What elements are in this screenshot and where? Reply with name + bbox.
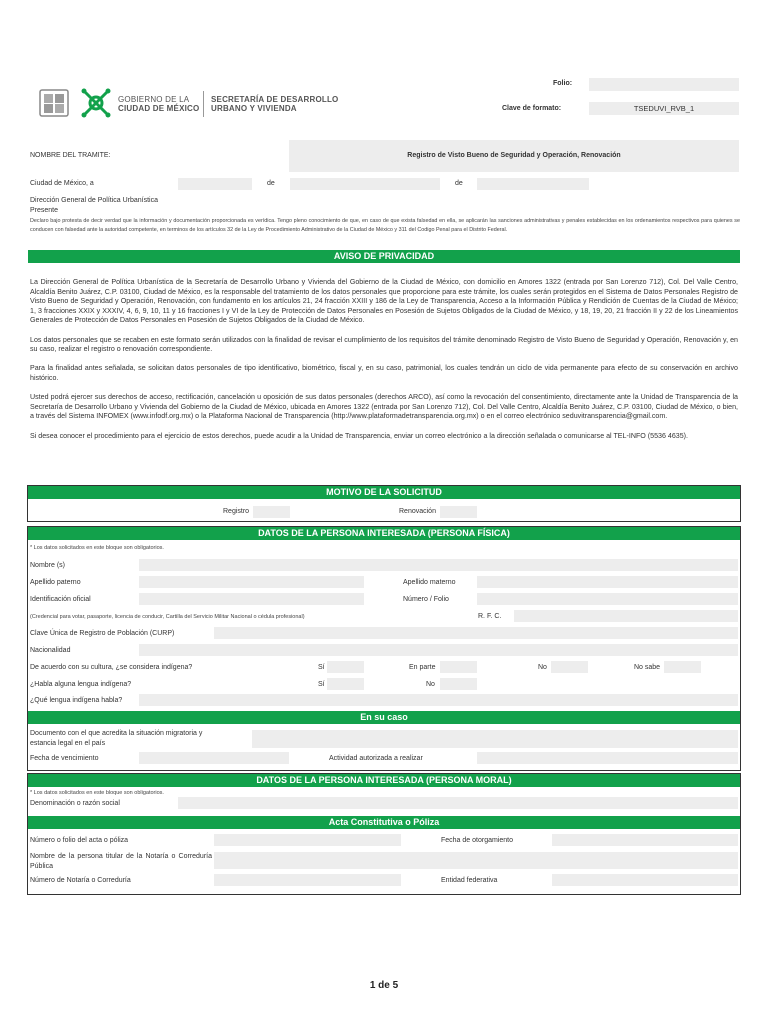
ap-materno-label: Apellido materno <box>403 579 456 586</box>
actividad-field[interactable] <box>477 752 738 764</box>
direccion-line1: Dirección General de Política Urbanística <box>30 197 159 204</box>
habla-no-checkbox[interactable] <box>440 678 477 690</box>
secretaria-name <box>211 95 338 113</box>
sec-line1: SECRETARÍA DE DESARROLLO <box>211 95 339 104</box>
aviso-p4: Usted podrá ejercer sus derechos de acceso, rectificación, cancelación u oposición de sus datos personales (derechos ARCO), así como la revocación del consentimiento, directamente ante la Unidad de Transparencia de la Secretaría de Desarrollo Urbano y Vivienda del Gobierno de la Ciudad de México, ubicada en Amores 1322 (entrada por San Lorenzo 712), Col. Del Valle Centro, Alcaldía Benito Juárez, C.P. 03100, Ciudad de México, o bien, a través del Sistema INFOMEX (www.infodf.org.mx) o la Plataforma Nacional de Transparencia (http://www.plataformadetransparencia.org.mx) o en el correo electrónico seduvitransparencia@gmail.com. <box>30 393 738 421</box>
habla-no-label: No <box>426 681 435 688</box>
indigena-enparte-label: En parte <box>409 664 436 671</box>
ap-paterno-label: Apellido paterno <box>30 579 81 586</box>
documento-field[interactable] <box>252 730 738 748</box>
aviso-p5: Si desea conocer el procedimiento para el ejercicio de estos derechos, puede acudir a la Unidad de Transparencia, enviar un correo electrónico a la dirección señalada o comunicarse al TEL-INFO (5536 4635). <box>30 431 688 440</box>
renovacion-label: Renovación <box>399 508 436 515</box>
fisica-note: * Los datos solicitados en este bloque son obligatorios. <box>30 545 164 551</box>
titular-label: Nombre de la persona titular de la Notaría o Correduría Pública <box>30 853 212 870</box>
month-field[interactable] <box>290 178 440 190</box>
fecha-otorg-field[interactable] <box>552 834 738 846</box>
credencial-note: (Credencial para votar, pasaporte, licencia de conducir, Cartilla del Servicio Militar Nacional o cédula profesional) <box>30 614 305 620</box>
que-lengua-label: ¿Qué lengua indígena habla? <box>30 697 123 704</box>
declaracion-text: Declaro bajo protesta de decir verdad que la información y documentación proporcionada es verídica. Tengo pleno conocimiento de que, en caso de que exista falsedad en ella, se aplicarán las sanciones administrativas y penales establecidas en los ordenamientos respectivos para quienes se conducen con falsedad ante la autoridad competente, en terminos de los artículos 32 de la Ley de Procedimiento Administrativo de la Ciudad de México y 311 del Codigo Penal para el Distrito Federal. <box>30 218 740 233</box>
direccion-line2: Presente <box>30 207 59 214</box>
actividad-label: Actividad autorizada a realizar <box>329 755 423 762</box>
fecha-venc-label: Fecha de vencimiento <box>30 755 99 762</box>
tramite-label: NOMBRE DEL TRAMITE: <box>30 152 111 159</box>
clave-label: Clave de formato: <box>502 105 562 112</box>
nombre-label: Nombre (s) <box>30 562 66 569</box>
rfc-field[interactable] <box>514 610 738 622</box>
fecha-otorg-label: Fecha de otorgamiento <box>441 837 513 844</box>
identificacion-field[interactable] <box>139 593 364 605</box>
indigena-nosabe-label: No sabe <box>634 664 661 671</box>
en-su-caso-title: En su caso <box>28 711 740 724</box>
page-number: 1 de 5 <box>369 980 399 991</box>
ciudad-label: Ciudad de México, a <box>30 180 94 187</box>
clave-field[interactable]: TSEDUVI_RVB_1 <box>589 102 739 115</box>
nacionalidad-label: Nacionalidad <box>30 647 71 654</box>
acta-numero-label: Número o folio del acta o póliza <box>30 837 129 844</box>
entidad-label: Entidad federativa <box>441 877 498 884</box>
curp-field[interactable] <box>214 627 738 639</box>
folio-field[interactable] <box>589 78 739 91</box>
indigena-si-label: Sí <box>318 664 325 671</box>
rfc-label: R. F. C. <box>478 613 502 620</box>
acta-title: Acta Constitutiva o Póliza <box>28 816 740 829</box>
aviso-p3: Para la finalidad antes señalada, se solicitan datos personales de tipo identificativo, biométrico, fiscal y, en su caso, patrimonial, los cuales tendrán un ciclo de vida permanente para efecto de su conservación en archivo histórico. <box>30 364 738 382</box>
habla-question: ¿Habla alguna lengua indígena? <box>30 681 132 688</box>
nacionalidad-field[interactable] <box>139 644 738 656</box>
identificacion-label: Identificación oficial <box>30 596 91 603</box>
motivo-title: MOTIVO DE LA SOLICITUD <box>28 486 740 499</box>
sec-line2: URBANO Y VIVIENDA <box>211 104 297 113</box>
direccion-block <box>30 196 158 216</box>
documento-label: Documento con el que acredita la situación migratoria y estancia legal en el país <box>30 730 203 747</box>
habla-si-label: Sí <box>318 681 325 688</box>
registro-label: Registro <box>223 508 250 515</box>
renovacion-checkbox[interactable] <box>440 506 477 518</box>
gov-name <box>118 95 199 113</box>
coat-of-arms-icon <box>38 88 70 118</box>
indigena-enparte-checkbox[interactable] <box>440 661 477 673</box>
moral-note: * Los datos solicitados en este bloque son obligatorios. <box>30 790 164 796</box>
aviso-p2: Los datos personales que se recaben en este formato serán utilizados con la finalidad de revisar el cumplimiento de los requisitos del trámite denominado Registro de Visto Bueno de Seguridad y Operación, Renovación y, en su caso, realizar el registro o renovación correspondiente. <box>30 335 738 354</box>
registro-checkbox[interactable] <box>253 506 290 518</box>
fisica-title: DATOS DE LA PERSONA INTERESADA (PERSONA FÍSICA) <box>28 527 740 540</box>
nombre-field[interactable] <box>139 559 738 571</box>
aviso-body <box>30 278 738 451</box>
folio-label: Folio: <box>553 80 573 87</box>
gov-line1: GOBIERNO DE LA <box>118 95 190 104</box>
indigena-question: De acuerdo con su cultura, ¿se considera indígena? <box>30 664 193 671</box>
entidad-field[interactable] <box>552 874 738 886</box>
moral-title: DATOS DE LA PERSONA INTERESADA (PERSONA MORAL) <box>28 774 740 787</box>
numero-folio-label: Número / Folio <box>403 596 449 603</box>
aviso-p1: La Dirección General de Política Urbanística de la Secretaría de Desarrollo Urbano y Vivienda del Gobierno de la Ciudad de México, con domicilio en Amores 1322 (entrada por San Lorenzo 712), Col. Del Valle Centro, Alcaldía Benito Juárez, C.P. 03100, Ciudad de México, es la responsable del tratamiento de los datos personales que proporcione para este trámite, los cuales serán protegidos en el Sistema de Datos Personales Registro de Visto Bueno de Seguridad y Operación, Renovación, con fundamento en los artículos 21, 24 fracción XXIII y 186 de la Ley de Transparencia, Acceso a la Información Pública y Rendición de Cuentas de la Ciudad de México; 1, 3 fracciones XXIX y XXXIV, 4, 6, 9, 10, 11 y 16 fracciones I y VI de la Ley de Protección de Datos Personales en Posesión de Sujetos Obligados de la Ciudad de México, y 18, 19, 20, 21 fracción II y 22 de los Lineamientos Generales de Protección de Datos Personales en Posesión de Sujetos Obligados de la Ciudad de México. <box>30 278 738 325</box>
denominacion-field[interactable] <box>178 797 738 809</box>
indigena-no-label: No <box>538 664 547 671</box>
aviso-title: AVISO DE PRIVACIDAD <box>28 250 740 263</box>
indigena-nosabe-checkbox[interactable] <box>664 661 701 673</box>
day-field[interactable] <box>178 178 252 190</box>
tramite-field: Registro de Visto Bueno de Seguridad y Operación, Renovación <box>289 140 739 172</box>
ap-materno-field[interactable] <box>477 576 738 588</box>
ap-paterno-field[interactable] <box>139 576 364 588</box>
que-lengua-field[interactable] <box>139 694 738 706</box>
indigena-si-checkbox[interactable] <box>327 661 364 673</box>
num-notaria-label: Número de Notaría o Correduría <box>30 877 131 884</box>
numero-folio-field[interactable] <box>477 593 738 605</box>
fecha-venc-field[interactable] <box>139 752 289 764</box>
num-notaria-field[interactable] <box>214 874 401 886</box>
de-label-2: de <box>455 180 463 187</box>
cdmx-logo-icon <box>78 85 114 121</box>
gov-line2: CIUDAD DE MÉXICO <box>118 104 200 113</box>
year-field[interactable] <box>477 178 589 190</box>
acta-numero-field[interactable] <box>214 834 401 846</box>
indigena-no-checkbox[interactable] <box>551 661 588 673</box>
header-divider <box>203 91 204 117</box>
denominacion-label: Denominación o razón social <box>30 800 120 807</box>
titular-field[interactable] <box>214 852 738 869</box>
de-label-1: de <box>267 180 275 187</box>
habla-si-checkbox[interactable] <box>327 678 364 690</box>
curp-label: Clave Única de Registro de Población (CURP) <box>30 630 175 637</box>
